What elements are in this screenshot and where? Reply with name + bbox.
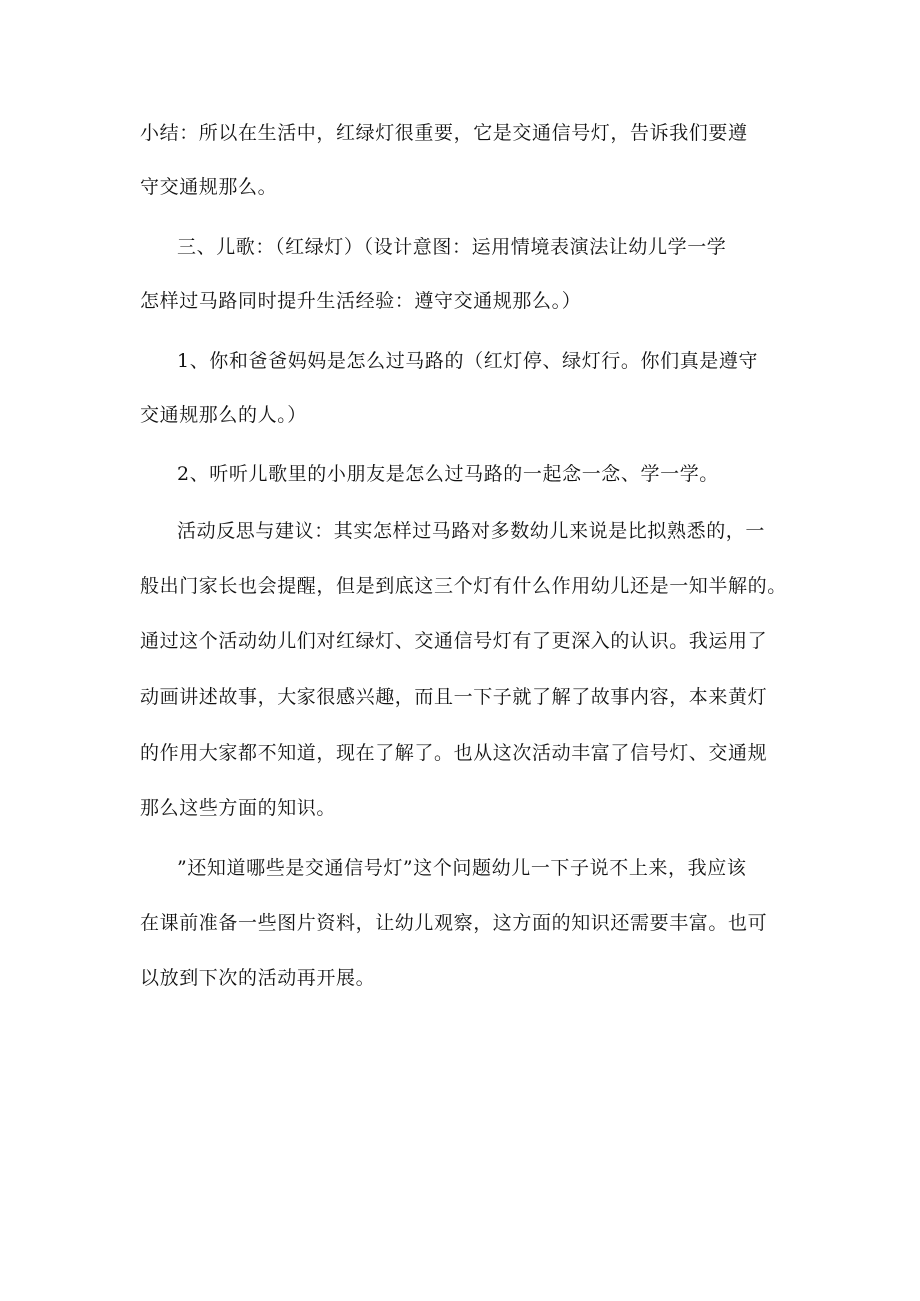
reflection-line-3: 通过这个活动幼儿们对红绿灯、交通信号灯有了更深入的认识。我运用了: [140, 630, 768, 652]
reflection-line-1: 活动反思与建议：其实怎样过马路对多数幼儿来说是比拟熟悉的，一: [177, 520, 766, 542]
summary-line-2: 守交通规那么。: [140, 176, 278, 198]
reflection-line-6: 那么这些方面的知识。: [140, 797, 337, 819]
reflection-line-4: 动画讲述故事，大家很感兴趣，而且一下子就了解了故事内容，本来黄灯: [140, 686, 768, 708]
reflection-line-5: 的作用大家都不知道，现在了解了。也从这次活动丰富了信号灯、交通规: [140, 742, 768, 764]
section-three-line-2: 怎样过马路同时提升生活经验：遵守交通规那么。）: [140, 290, 582, 312]
summary-line-1: 小结：所以在生活中，红绿灯很重要，它是交通信号灯，告诉我们要遵: [140, 122, 748, 144]
question-line-3: 以放到下次的活动再开展。: [140, 967, 376, 989]
question-line-1: ”还知道哪些是交通信号灯”这个问题幼儿一下子说不上来，我应该: [177, 857, 747, 879]
section-three-line-1: 三、儿歌：（红绿灯）（设计意图：运用情境表演法让幼儿学一学: [177, 236, 727, 258]
question-line-2: 在课前准备一些图片资料，让幼儿观察，这方面的知识还需要丰富。也可: [140, 912, 768, 934]
item-one-line-2: 交通规那么的人。）: [140, 404, 307, 426]
reflection-line-2: 般出门家长也会提醒，但是到底这三个灯有什么作用幼儿还是一知半解的。: [140, 575, 787, 597]
item-two-line: 2、听听儿歌里的小朋友是怎么过马路的一起念一念、学一学。: [177, 463, 719, 485]
item-one-line-1: 1、你和爸爸妈妈是怎么过马路的（红灯停、绿灯行。你们真是遵守: [177, 350, 759, 372]
